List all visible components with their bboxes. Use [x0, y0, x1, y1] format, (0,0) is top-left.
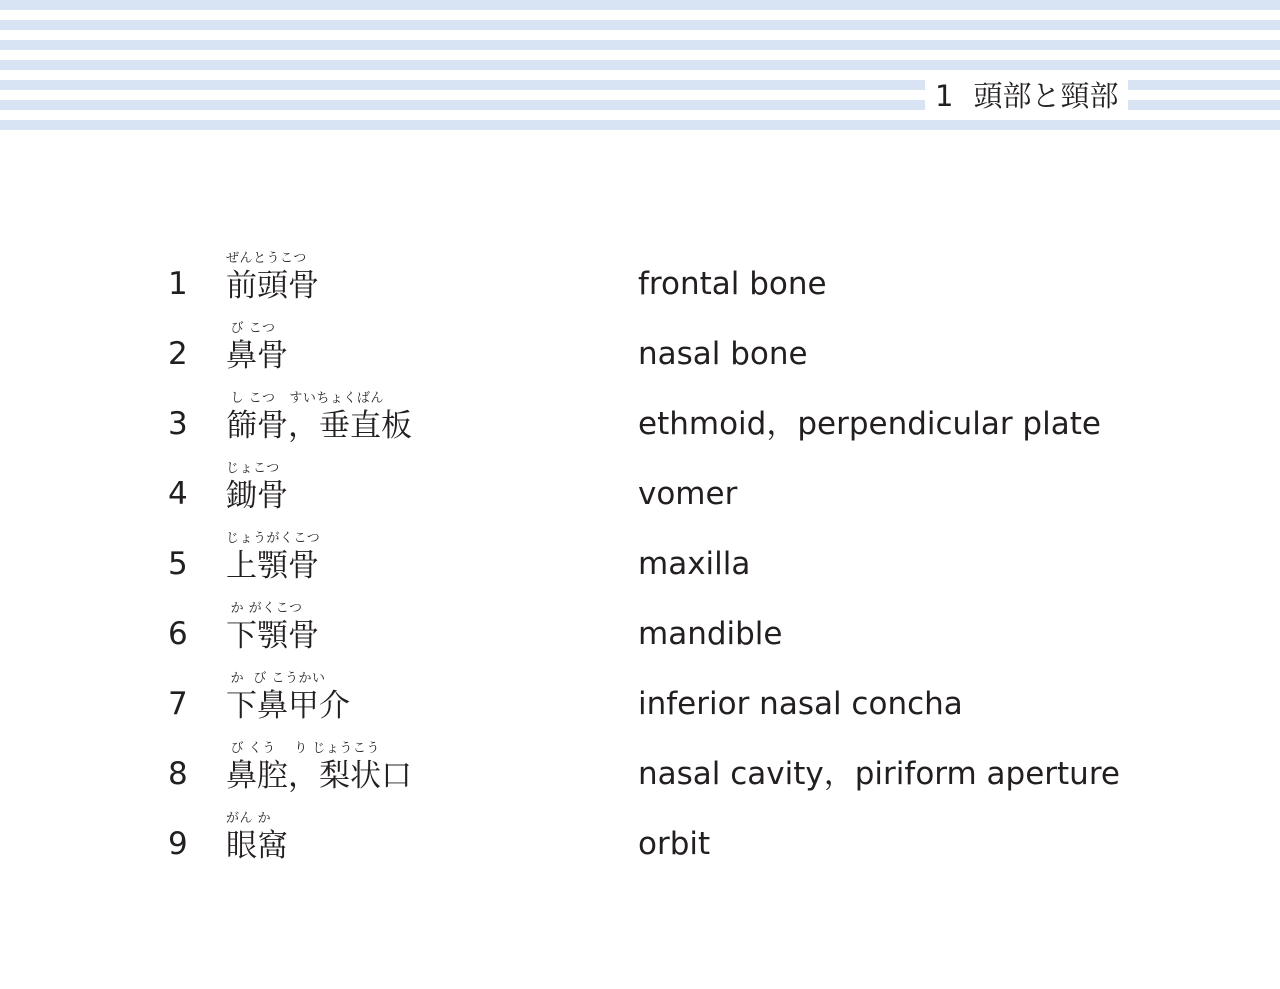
- chapter-title: 頭部と頸部: [973, 79, 1119, 113]
- term-japanese: [226, 320, 288, 374]
- term-row: [0, 600, 1280, 670]
- term-number: 8: [168, 756, 188, 792]
- term-japanese: [226, 390, 412, 444]
- term-japanese: [226, 740, 412, 794]
- term-kanji: 上顎骨: [226, 548, 319, 584]
- term-ruby: び こつ: [226, 321, 276, 336]
- term-number: 2: [168, 336, 188, 372]
- term-ruby: がん か: [226, 811, 272, 826]
- term-kanji: 前頭骨: [226, 268, 319, 304]
- term-japanese: [226, 810, 288, 864]
- term-number: 1: [168, 266, 188, 302]
- term-english: orbit: [638, 826, 711, 862]
- term-number: 4: [168, 476, 188, 512]
- term-row: [0, 670, 1280, 740]
- term-english: maxilla: [638, 546, 751, 582]
- term-ruby: か び こうかい: [226, 671, 326, 686]
- term-japanese: [226, 670, 350, 724]
- term-ruby: し こつ すいちょくばん: [226, 391, 384, 406]
- term-kanji: 篩骨，垂直板: [226, 408, 412, 444]
- term-japanese: [226, 460, 288, 514]
- term-english: nasal bone: [638, 336, 808, 372]
- term-kanji: 鋤骨: [226, 478, 288, 514]
- term-row: [0, 810, 1280, 880]
- term-ruby: び くう り じょうこう: [226, 741, 380, 756]
- term-kanji: 下鼻甲介: [226, 688, 350, 724]
- term-row: [0, 250, 1280, 320]
- term-english: mandible: [638, 616, 783, 652]
- term-ruby: じょうがくこつ: [226, 531, 321, 546]
- term-row: [0, 530, 1280, 600]
- term-japanese: [226, 600, 319, 654]
- term-number: 9: [168, 826, 188, 862]
- term-number: 5: [168, 546, 188, 582]
- term-kanji: 下顎骨: [226, 618, 319, 654]
- term-english: frontal bone: [638, 266, 827, 302]
- term-ruby: か がくこつ: [226, 601, 303, 616]
- term-number: 6: [168, 616, 188, 652]
- chapter-heading: [925, 76, 1128, 116]
- term-list: [0, 250, 1280, 880]
- chapter-number: 1: [935, 79, 954, 113]
- term-row: [0, 740, 1280, 810]
- term-kanji: 鼻骨: [226, 338, 288, 374]
- term-number: 3: [168, 406, 188, 442]
- term-ruby: ぜんとうこつ: [226, 251, 307, 266]
- term-english: vomer: [638, 476, 738, 512]
- term-kanji: 眼窩: [226, 828, 288, 864]
- term-row: [0, 320, 1280, 390]
- term-english: nasal cavity，piriform aperture: [638, 756, 1120, 792]
- term-japanese: [226, 250, 319, 304]
- term-row: [0, 390, 1280, 460]
- term-japanese: [226, 530, 320, 584]
- term-english: inferior nasal concha: [638, 686, 963, 722]
- term-row: [0, 460, 1280, 530]
- term-ruby: じょこつ: [226, 461, 280, 476]
- term-number: 7: [168, 686, 188, 722]
- term-english: ethmoid，perpendicular plate: [638, 406, 1101, 442]
- term-kanji: 鼻腔，梨状口: [226, 758, 412, 794]
